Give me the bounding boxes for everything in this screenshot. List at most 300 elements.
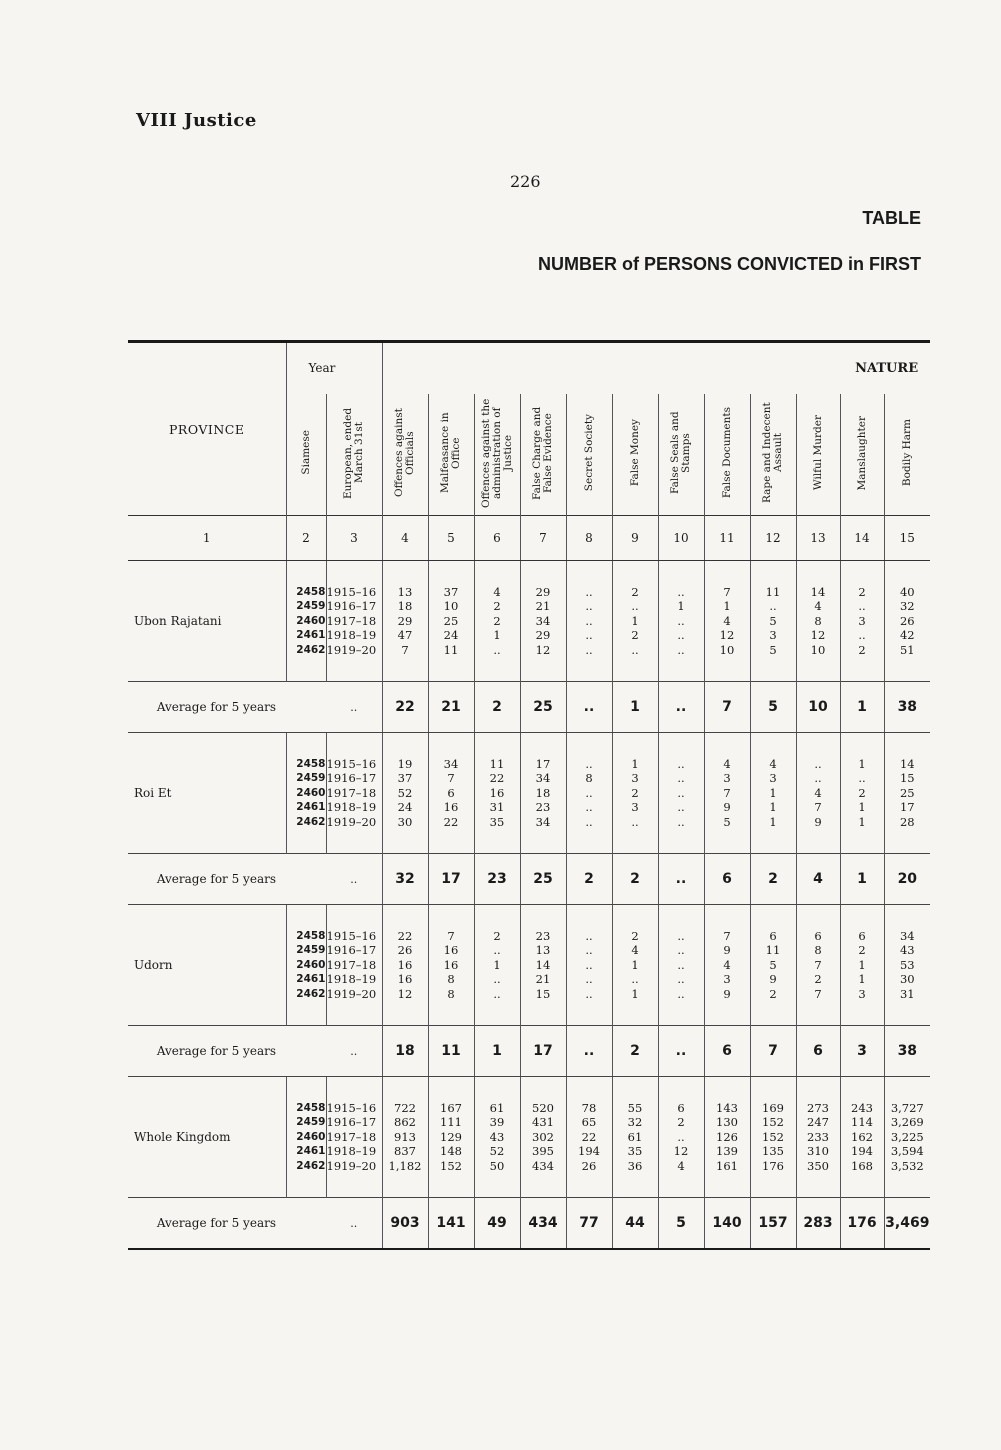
cell-value: 1919–20 [326, 814, 377, 829]
average-value: .. [658, 1026, 704, 1077]
cell-value: 50 [489, 1158, 505, 1173]
cell-value: 11 [765, 584, 781, 599]
province-data-row [128, 561, 930, 682]
cell-value: 152 [440, 1158, 462, 1173]
cell-value: 2 [858, 785, 866, 800]
cell-value: 52 [397, 785, 413, 800]
average-value: 25 [520, 682, 566, 733]
cell-value: 2459 [296, 772, 326, 785]
average-value: 77 [566, 1198, 612, 1250]
cell-value: 837 [394, 1144, 416, 1159]
cell-value: .. [814, 771, 822, 786]
cell-value: 7 [401, 642, 409, 657]
column-number: 12 [750, 516, 796, 561]
column-header: Malfeasance in Office [428, 394, 474, 516]
cell-value: 167 [440, 1100, 462, 1115]
average-spacer [286, 854, 326, 905]
cell-value: 29 [535, 584, 551, 599]
column-number: 14 [840, 516, 884, 561]
cell-value: 39 [489, 1115, 505, 1130]
average-value: 176 [840, 1198, 884, 1250]
cell-value: 7 [723, 785, 731, 800]
cell-value: 17 [535, 756, 551, 771]
cell-value: 2462 [296, 815, 326, 828]
cell-value: 1,182 [388, 1158, 422, 1173]
cell-value: 16 [443, 800, 459, 815]
average-value: 32 [382, 854, 428, 905]
cell-value: 3 [769, 771, 777, 786]
column-header: Secret Society [566, 394, 612, 516]
cell-value: 2460 [296, 614, 326, 627]
cell-value: 26 [397, 943, 413, 958]
average-value: 22 [382, 682, 428, 733]
column-header: European, ended March 31st [326, 394, 382, 516]
cell-value: .. [585, 756, 593, 771]
cell-value: 1916–17 [326, 1115, 377, 1130]
cell-value: 233 [807, 1129, 829, 1144]
cell-value: 3 [858, 986, 866, 1001]
cell-value: .. [677, 986, 685, 1001]
average-value: 3 [840, 1026, 884, 1077]
average-value: 5 [658, 1198, 704, 1250]
average-value: 11 [428, 1026, 474, 1077]
cell-value: 61 [489, 1100, 505, 1115]
cell-value: 6 [677, 1100, 685, 1115]
cell-value: 25 [899, 785, 915, 800]
cell-value: 2 [631, 628, 639, 643]
column-header: Wilful Murder [796, 394, 840, 516]
cell-value: 2 [493, 613, 501, 628]
cell-value: 24 [443, 628, 459, 643]
cell-value: 2 [858, 642, 866, 657]
average-value: .. [566, 1026, 612, 1077]
column-header: Bodily Harm [884, 394, 930, 516]
average-value: 25 [520, 854, 566, 905]
cell-value: 1918–19 [326, 628, 377, 643]
cell-value: 1 [677, 599, 685, 614]
average-value: 157 [750, 1198, 796, 1250]
cell-value: 14 [535, 957, 551, 972]
cell-value: 1 [769, 814, 777, 829]
average-row [128, 682, 930, 733]
cell-value: .. [585, 800, 593, 815]
average-value: 38 [884, 1026, 930, 1077]
cell-value: 7 [814, 800, 822, 815]
average-spacer [286, 682, 326, 733]
cell-value: 143 [716, 1100, 738, 1115]
cell-value: .. [677, 1129, 685, 1144]
cell-value: 1918–19 [326, 800, 377, 815]
cell-value: 1919–20 [326, 986, 377, 1001]
average-value: 2 [566, 854, 612, 905]
cell-value: 2 [631, 928, 639, 943]
average-value: 44 [612, 1198, 658, 1250]
cell-value: 4 [814, 785, 822, 800]
cell-value: 18 [535, 785, 551, 800]
cell-value: 35 [627, 1144, 643, 1159]
table-label: TABLE [862, 208, 921, 228]
cell-value: 1917–18 [326, 957, 377, 972]
cell-value: 26 [899, 613, 915, 628]
cell-value: .. [677, 972, 685, 987]
cell-value: 4 [677, 1158, 685, 1173]
cell-value: 23 [535, 928, 551, 943]
cell-value: 1919–20 [326, 1158, 377, 1173]
cell-value: 11 [489, 756, 505, 771]
cell-value: 9 [723, 943, 731, 958]
cell-value: 1 [631, 613, 639, 628]
cell-value: 34 [535, 613, 551, 628]
cell-value: 1 [631, 957, 639, 972]
cell-value: 7 [447, 928, 455, 943]
column-header: Manslaughter [840, 394, 884, 516]
cell-value: 273 [807, 1100, 829, 1115]
cell-value: 3,269 [890, 1115, 924, 1130]
cell-value: 431 [532, 1115, 554, 1130]
cell-value: 169 [762, 1100, 784, 1115]
cell-value: 520 [532, 1100, 554, 1115]
average-label: Average for 5 years [128, 854, 286, 905]
column-header: False Charge and False Evidence [520, 394, 566, 516]
cell-value: 19 [397, 756, 413, 771]
cell-value: .. [677, 756, 685, 771]
province-data-row [128, 1077, 930, 1198]
cell-value: .. [677, 642, 685, 657]
average-value: 4 [796, 854, 840, 905]
average-value: .. [566, 682, 612, 733]
cell-value: 34 [535, 771, 551, 786]
convictions-table [128, 340, 930, 1250]
cell-value: 4 [814, 599, 822, 614]
cell-value: 168 [851, 1158, 873, 1173]
province-name: Roi Et [134, 786, 172, 800]
cell-value: .. [677, 584, 685, 599]
cell-value: 3 [631, 800, 639, 815]
cell-value: 22 [581, 1129, 597, 1144]
cell-value: 2460 [296, 786, 326, 799]
column-number: 7 [520, 516, 566, 561]
average-value: 18 [382, 1026, 428, 1077]
cell-value: 32 [899, 599, 915, 614]
average-spacer [286, 1026, 326, 1077]
cell-value: 15 [535, 986, 551, 1001]
cell-value: 310 [807, 1144, 829, 1159]
cell-value: 2 [769, 986, 777, 1001]
cell-value: 31 [899, 986, 915, 1001]
average-value: 283 [796, 1198, 840, 1250]
cell-value: 152 [762, 1129, 784, 1144]
average-value: 6 [704, 854, 750, 905]
cell-value: 29 [535, 628, 551, 643]
column-header: Siamese [286, 394, 326, 516]
cell-value: 2462 [296, 1159, 326, 1172]
average-value: 20 [884, 854, 930, 905]
average-value: 17 [520, 1026, 566, 1077]
cell-value: 9 [814, 814, 822, 829]
cell-value: 1 [858, 957, 866, 972]
cell-value: .. [585, 943, 593, 958]
cell-value: 395 [532, 1144, 554, 1159]
cell-value: 1 [769, 800, 777, 815]
cell-value: 8 [447, 986, 455, 1001]
cell-value: 2462 [296, 987, 326, 1000]
cell-value: 161 [716, 1158, 738, 1173]
cell-value: 2 [631, 785, 639, 800]
cell-value: 37 [443, 584, 459, 599]
cell-value: 302 [532, 1129, 554, 1144]
cell-value: 1 [858, 756, 866, 771]
nature-group-header: NATURE [382, 342, 930, 394]
cell-value: 126 [716, 1129, 738, 1144]
column-header: Offences against the administration of Justice [474, 394, 520, 516]
year-group-header: Year [286, 342, 382, 394]
column-number: 15 [884, 516, 930, 561]
page-number: 226 [510, 172, 541, 191]
cell-value: 1 [723, 599, 731, 614]
cell-value: 722 [394, 1100, 416, 1115]
cell-value: .. [585, 928, 593, 943]
cell-value: 3 [858, 613, 866, 628]
cell-value: 12 [719, 628, 735, 643]
average-label: Average for 5 years [128, 682, 286, 733]
cell-value: 3,532 [890, 1158, 924, 1173]
cell-value: 1 [631, 756, 639, 771]
cell-value: 12 [810, 628, 826, 643]
cell-value: 4 [723, 957, 731, 972]
cell-value: 2458 [296, 1101, 326, 1114]
cell-value: 3,727 [890, 1100, 924, 1115]
cell-value: 9 [769, 972, 777, 987]
cell-value: 12 [535, 642, 551, 657]
cell-value: 152 [762, 1115, 784, 1130]
average-label: Average for 5 years [128, 1198, 286, 1250]
cell-value: .. [585, 599, 593, 614]
cell-value: 13 [397, 584, 413, 599]
average-value: 23 [474, 854, 520, 905]
column-number: 5 [428, 516, 474, 561]
cell-value: 2458 [296, 929, 326, 942]
average-value: .. [658, 854, 704, 905]
cell-value: 36 [627, 1158, 643, 1173]
cell-value: 11 [443, 642, 459, 657]
cell-value: 43 [489, 1129, 505, 1144]
cell-value: 247 [807, 1115, 829, 1130]
province-name: Ubon Rajatani [134, 614, 222, 628]
cell-value: .. [585, 957, 593, 972]
cell-value: .. [677, 613, 685, 628]
cell-value: 31 [489, 800, 505, 815]
cell-value: 3 [723, 771, 731, 786]
cell-value: 1915–16 [326, 756, 377, 771]
cell-value: 2461 [296, 973, 326, 986]
average-value: 10 [796, 682, 840, 733]
cell-value: 6 [447, 785, 455, 800]
cell-value: 16 [443, 943, 459, 958]
average-value: .. [658, 682, 704, 733]
cell-value: 139 [716, 1144, 738, 1159]
column-header: False Seals and Stamps [658, 394, 704, 516]
cell-value: 9 [723, 800, 731, 815]
average-value: 2 [612, 854, 658, 905]
cell-value: .. [769, 599, 777, 614]
average-value: 21 [428, 682, 474, 733]
cell-value: 111 [440, 1115, 462, 1130]
cell-value: 23 [535, 800, 551, 815]
average-value: 1 [474, 1026, 520, 1077]
average-row [128, 1026, 930, 1077]
column-number: 8 [566, 516, 612, 561]
cell-value: 1918–19 [326, 1144, 377, 1159]
table-title: NUMBER of PERSONS CONVICTED in FIRST [537, 254, 921, 274]
cell-value: .. [677, 957, 685, 972]
cell-value: .. [814, 756, 822, 771]
cell-value: 3 [769, 628, 777, 643]
cell-value: 30 [397, 814, 413, 829]
cell-value: 14 [810, 584, 826, 599]
province-name: Whole Kingdom [134, 1130, 231, 1144]
cell-value: 10 [719, 642, 735, 657]
cell-value: 3 [723, 972, 731, 987]
cell-value: 30 [899, 972, 915, 987]
cell-value: 2462 [296, 643, 326, 656]
column-number: 6 [474, 516, 520, 561]
cell-value: 10 [810, 642, 826, 657]
column-number: 1 [128, 516, 286, 561]
cell-value: .. [493, 986, 501, 1001]
average-value: 1 [612, 682, 658, 733]
cell-value: 55 [627, 1100, 643, 1115]
average-value: 2 [474, 682, 520, 733]
cell-value: 21 [535, 599, 551, 614]
cell-value: 1916–17 [326, 771, 377, 786]
cell-value: 40 [899, 584, 915, 599]
cell-value: 3 [631, 771, 639, 786]
cell-value: 28 [899, 814, 915, 829]
average-value: 6 [796, 1026, 840, 1077]
cell-value: 434 [532, 1158, 554, 1173]
cell-value: .. [585, 613, 593, 628]
cell-value: 1915–16 [326, 584, 377, 599]
cell-value: 4 [493, 584, 501, 599]
cell-value: 35 [489, 814, 505, 829]
cell-value: 5 [723, 814, 731, 829]
cell-value: 12 [397, 986, 413, 1001]
cell-value: 2458 [296, 585, 326, 598]
cell-value: 2461 [296, 629, 326, 642]
cell-value: 1917–18 [326, 1129, 377, 1144]
cell-value: .. [677, 628, 685, 643]
cell-value: 1916–17 [326, 943, 377, 958]
cell-value: 1 [493, 957, 501, 972]
average-dots: .. [326, 854, 382, 905]
average-spacer [286, 1198, 326, 1250]
cell-value: 1915–16 [326, 928, 377, 943]
cell-value: 1917–18 [326, 613, 377, 628]
average-value: 7 [750, 1026, 796, 1077]
cell-value: 16 [397, 957, 413, 972]
cell-value: 16 [489, 785, 505, 800]
cell-value: .. [585, 814, 593, 829]
cell-value: 17 [899, 800, 915, 815]
cell-value: .. [631, 972, 639, 987]
average-label: Average for 5 years [128, 1026, 286, 1077]
average-value: 140 [704, 1198, 750, 1250]
cell-value: 4 [723, 613, 731, 628]
cell-value: 6 [858, 928, 866, 943]
average-dots: .. [326, 682, 382, 733]
cell-value: .. [677, 771, 685, 786]
cell-value: 11 [765, 943, 781, 958]
cell-value: 2461 [296, 1145, 326, 1158]
cell-value: 43 [899, 943, 915, 958]
cell-value: 2460 [296, 958, 326, 971]
column-number: 10 [658, 516, 704, 561]
cell-value: 2 [631, 584, 639, 599]
average-value: 1 [840, 682, 884, 733]
cell-value: 25 [443, 613, 459, 628]
cell-value: 13 [535, 943, 551, 958]
cell-value: 7 [814, 957, 822, 972]
cell-value: 4 [631, 943, 639, 958]
average-value: 38 [884, 682, 930, 733]
cell-value: 913 [394, 1129, 416, 1144]
cell-value: .. [631, 814, 639, 829]
column-number: 11 [704, 516, 750, 561]
cell-value: 6 [769, 928, 777, 943]
column-number: 4 [382, 516, 428, 561]
section-heading: VIII Justice [136, 110, 257, 131]
cell-value: 14 [899, 756, 915, 771]
cell-value: 1 [631, 986, 639, 1001]
column-header: False Money [612, 394, 658, 516]
cell-value: 2459 [296, 1116, 326, 1129]
cell-value: 7 [723, 584, 731, 599]
cell-value: 16 [397, 972, 413, 987]
cell-value: .. [677, 928, 685, 943]
column-number: 9 [612, 516, 658, 561]
cell-value: 2 [858, 943, 866, 958]
province-name: Udorn [134, 958, 173, 972]
cell-value: 61 [627, 1129, 643, 1144]
cell-value: 78 [581, 1100, 597, 1115]
average-value: 7 [704, 682, 750, 733]
cell-value: 22 [443, 814, 459, 829]
cell-value: .. [858, 628, 866, 643]
cell-value: 8 [447, 972, 455, 987]
average-value: 903 [382, 1198, 428, 1250]
cell-value: 1 [858, 972, 866, 987]
cell-value: 34 [535, 814, 551, 829]
cell-value: 1918–19 [326, 972, 377, 987]
average-value: 434 [520, 1198, 566, 1250]
cell-value: 2 [493, 928, 501, 943]
cell-value: 7 [447, 771, 455, 786]
column-number: 13 [796, 516, 840, 561]
cell-value: 176 [762, 1158, 784, 1173]
cell-value: 129 [440, 1129, 462, 1144]
cell-value: .. [858, 771, 866, 786]
cell-value: 65 [581, 1115, 597, 1130]
cell-value: 10 [443, 599, 459, 614]
cell-value: .. [631, 599, 639, 614]
cell-value: .. [677, 800, 685, 815]
cell-value: 1916–17 [326, 599, 377, 614]
column-header: Offences against Officials [382, 394, 428, 516]
average-value: 2 [750, 854, 796, 905]
cell-value: .. [585, 628, 593, 643]
cell-value: 2 [858, 584, 866, 599]
cell-value: 2461 [296, 801, 326, 814]
